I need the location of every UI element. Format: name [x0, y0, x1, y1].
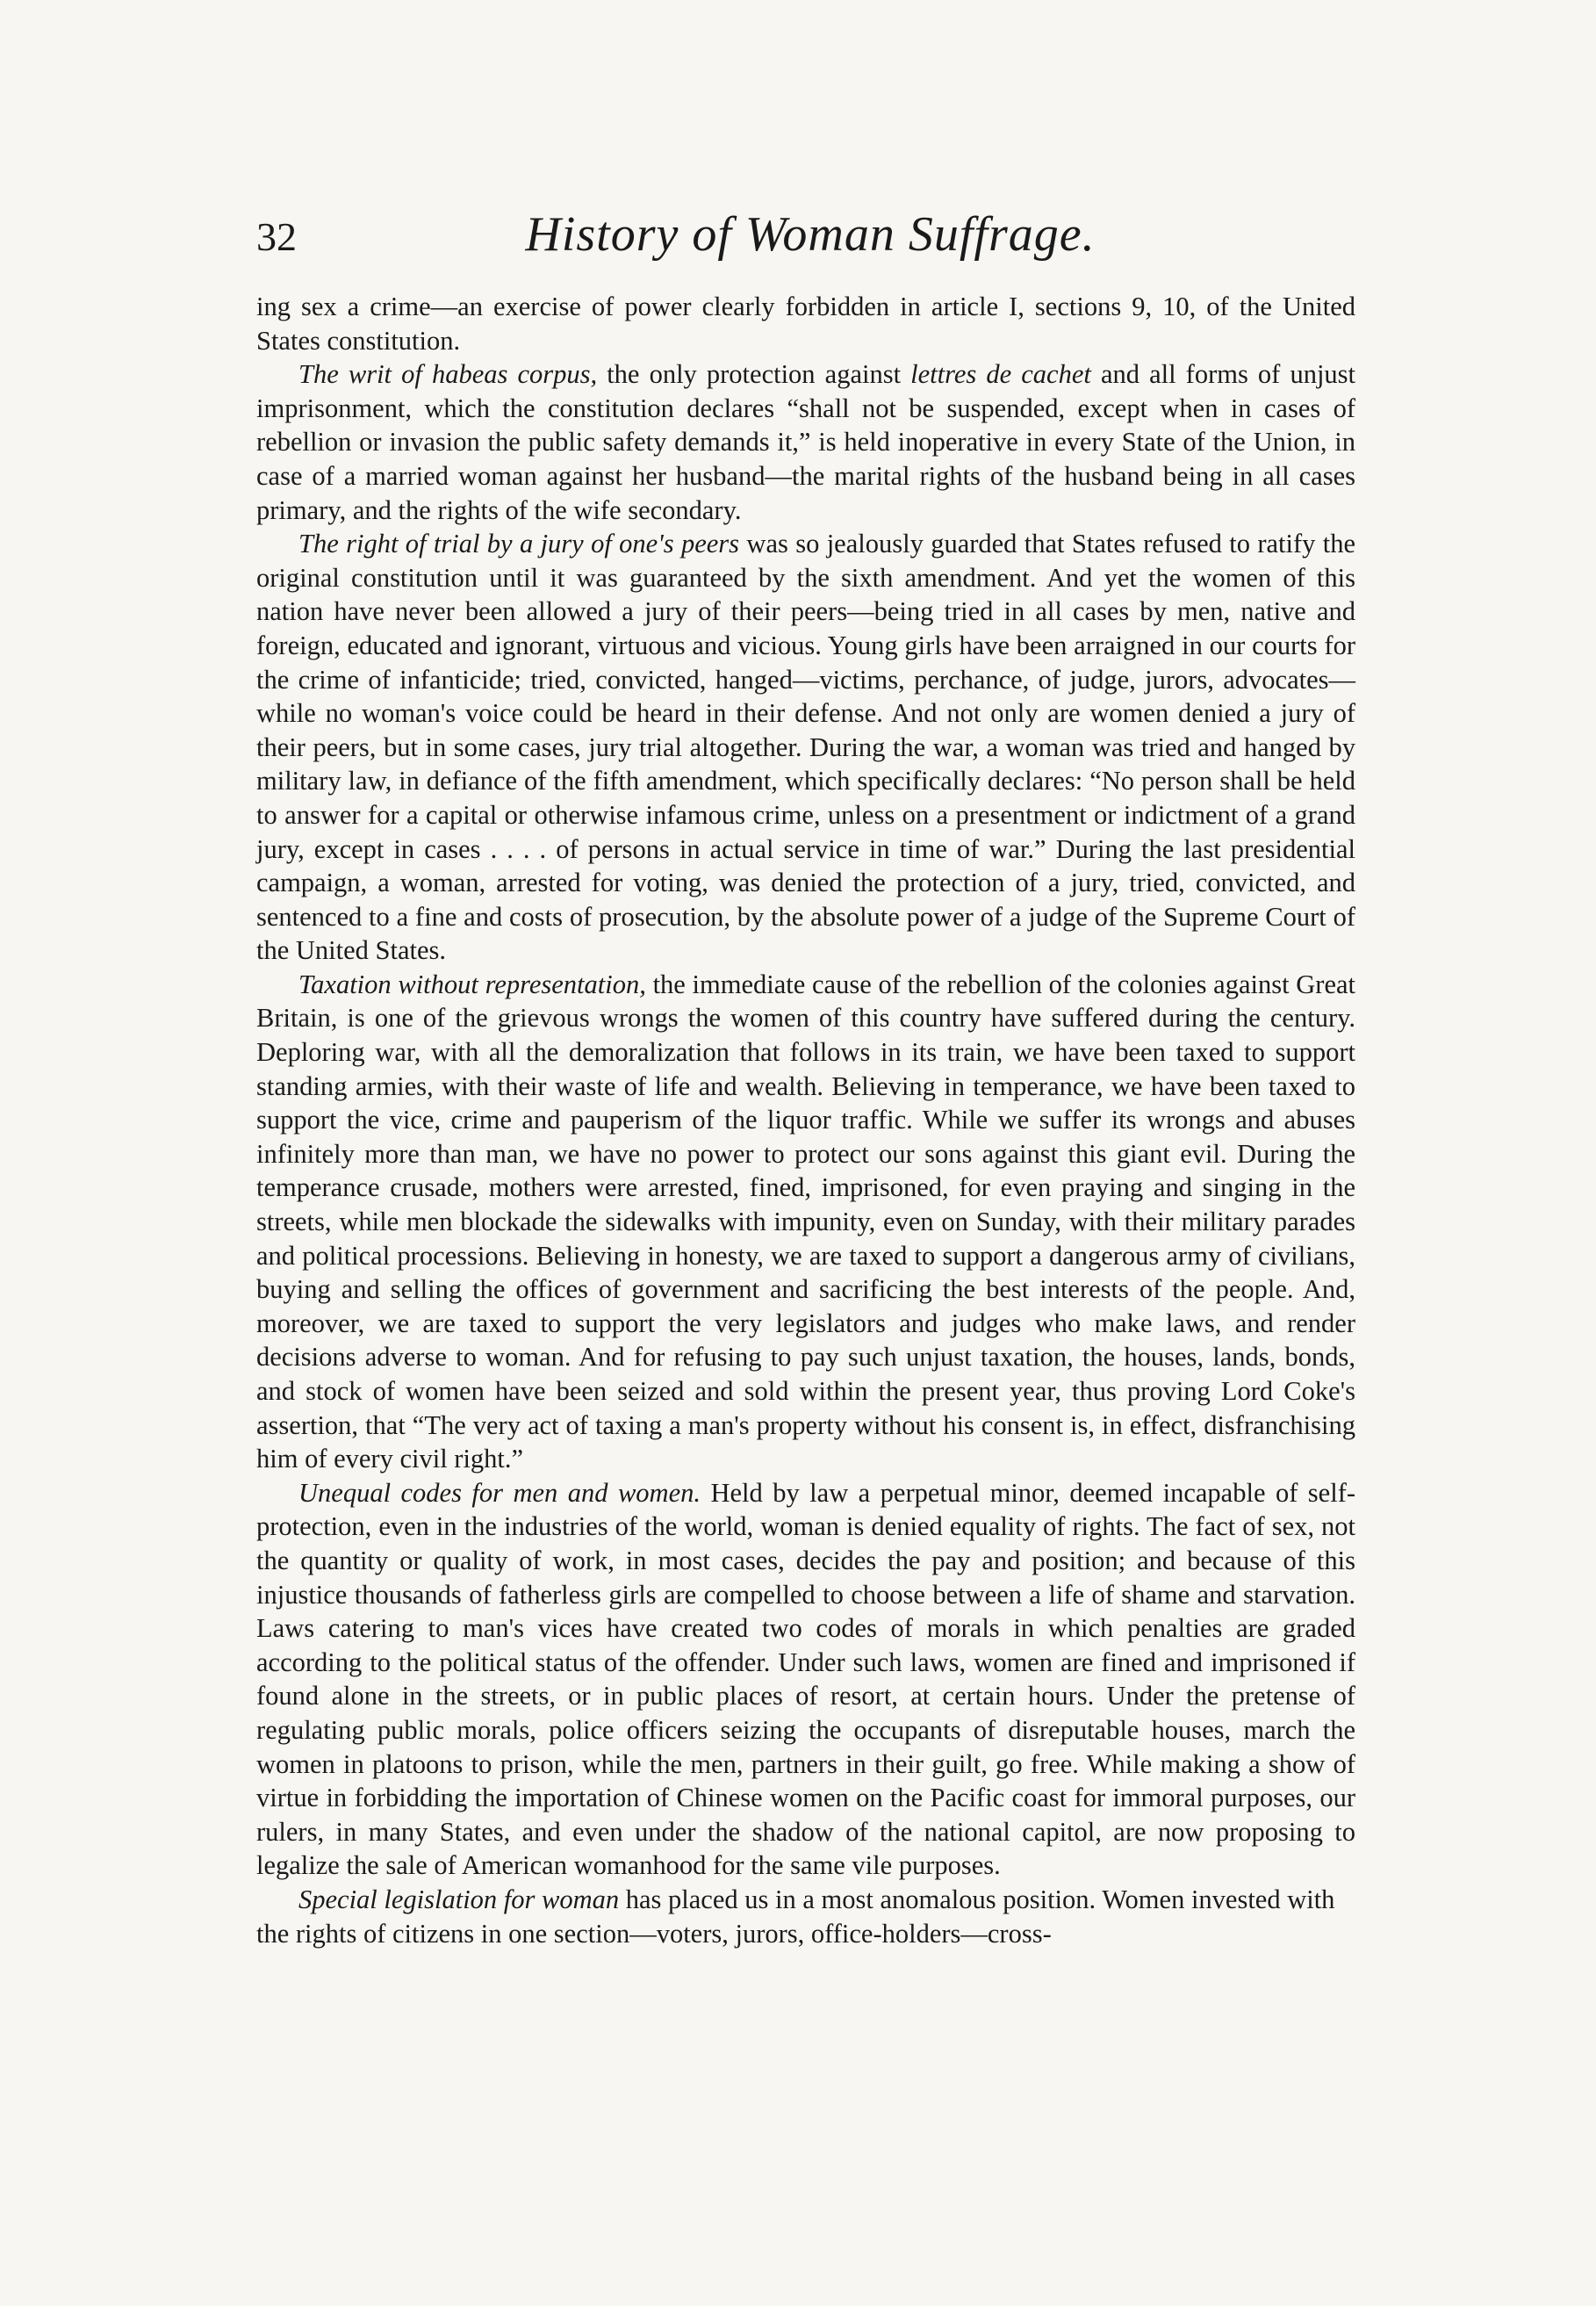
italic-phrase: lettres de cachet	[910, 359, 1091, 390]
paragraph-text: and all forms of unjust imprisonment, which the constitution declares “shall not be suspended, except when in cases of rebellion or invasion the public safety demands it,” is held inoperative in every State of the Union, in case of a married woman against her husband—the marital rights of the husband being in all cases primary, and the rights of the wife secondary.	[256, 359, 1356, 525]
paragraph-habeas-corpus	[256, 357, 1355, 527]
paragraph-text: the only protection against	[597, 359, 911, 390]
paragraph-heading: The writ of habeas corpus,	[298, 359, 598, 390]
paragraph-special-legislation	[256, 1883, 1355, 1950]
paragraph-heading: The right of trial by a jury of one's peers	[298, 529, 740, 559]
paragraph-text: the immediate cause of the rebellion of the colonies against Great Britain, is one of the grievous wrongs the women of this country have suffered during the century. Deploring war, with all the demoralization that follows in its train, we have been taxed to support standing armies, with their waste of life and wealth. Believing in temperance, we have been taxed to support the vice, crime and pauperism of the liquor traffic. While we suffer its wrongs and abuses infinitely more than man, we have no power to protect our sons against this giant evil. During the temperance crusade, mothers were arrested, fined, imprisoned, for even praying and singing in the streets, while men blockade the sidewalks with impunity, even on Sunday, with their military parades and political processions. Believing in honesty, we are taxed to support a dangerous army of civilians, buying and selling the offices of government and sacrificing the best interests of the people. And, moreover, we are taxed to support the very legislators and judges who make laws, and render decisions adverse to woman. And for refusing to pay such unjust taxation, the houses, lands, bonds, and stock of women have been seized and sold within the present year, thus proving Lord Coke's assertion, that “The very act of taxing a man's property without his consent is, in effect, disfranchising him of every civil right.”	[256, 969, 1355, 1474]
paragraph-text: ing sex a crime—an exercise of power clearly forbidden in article I, sections 9, 10, of the United States constitution.	[256, 292, 1355, 356]
paragraph-continuation	[256, 290, 1355, 357]
paragraph-unequal-codes	[256, 1476, 1355, 1883]
paragraph-trial-by-jury	[256, 527, 1355, 968]
body-text	[256, 290, 1355, 1950]
paragraph-text: Held by law a perpetual minor, deemed incapable of self-protection, even in the industries of the world, woman is denied equality of rights. The fact of sex, not the quantity or quality of work, in most cases, decides the pay and position; and because of this injustice thousands of fatherless girls are compelled to choose between a life of shame and starvation. Laws catering to man's vices have created two codes of morals in which penalties are graded according to the political status of the offender. Under such laws, women are fined and imprisoned if found alone in the streets, or in public places of resort, at certain hours. Under the pretense of regulating public morals, police officers seizing the occupants of disreputable houses, march the women in platoons to prison, while the men, partners in their guilt, go free. While making a show of virtue in forbidding the importation of Chinese women on the Pacific coast for immoral purposes, our rulers, in many States, and even under the shadow of the national capitol, are now proposing to legalize the sale of American womanhood for the same vile purposes.	[256, 1477, 1356, 1881]
paragraph-text: was so jealously guarded that States refused to ratify the original constitution until it was guaranteed by the sixth amendment. And yet the women of this nation have never been allowed a jury of their peers—being tried in all cases by men, native and foreign, educated and ignorant, virtuous and vicious. Young girls have been arraigned in our courts for the crime of infanticide; tried, convicted, hanged—victims, perchance, of judge, jurors, advocates—while no woman's voice could be heard in their defense. And not only are women denied a jury of their peers, but in some cases, jury trial altogether. During the war, a woman was tried and hanged by military law, in defiance of the fifth amendment, which specifically declares: “No person shall be held to answer for a capital or otherwise infamous crime, unless on a presentment or indictment of a grand jury, except in cases . . . . of persons in actual service in time of war.” During the last presidential campaign, a woman, arrested for voting, was denied the protection of a jury, tried, convicted, and sentenced to a fine and costs of prosecution, by the absolute power of a judge of the Supreme Court of the United States.	[256, 529, 1356, 966]
paragraph-heading: Special legislation for woman	[298, 1884, 620, 1914]
page-number: 32	[256, 214, 297, 259]
running-title: History of Woman Suffrage.	[525, 207, 1096, 262]
page-header	[256, 204, 1364, 274]
paragraph-text: has placed us in a most anomalous position. Women invested with the rights of citizens in one section—voters, jurors, office-holders—cross-	[256, 1884, 1335, 1949]
paragraph-heading: Unequal codes for men and women.	[298, 1477, 701, 1508]
paragraph-taxation	[256, 968, 1355, 1476]
paragraph-heading: Taxation without representation,	[298, 969, 646, 999]
